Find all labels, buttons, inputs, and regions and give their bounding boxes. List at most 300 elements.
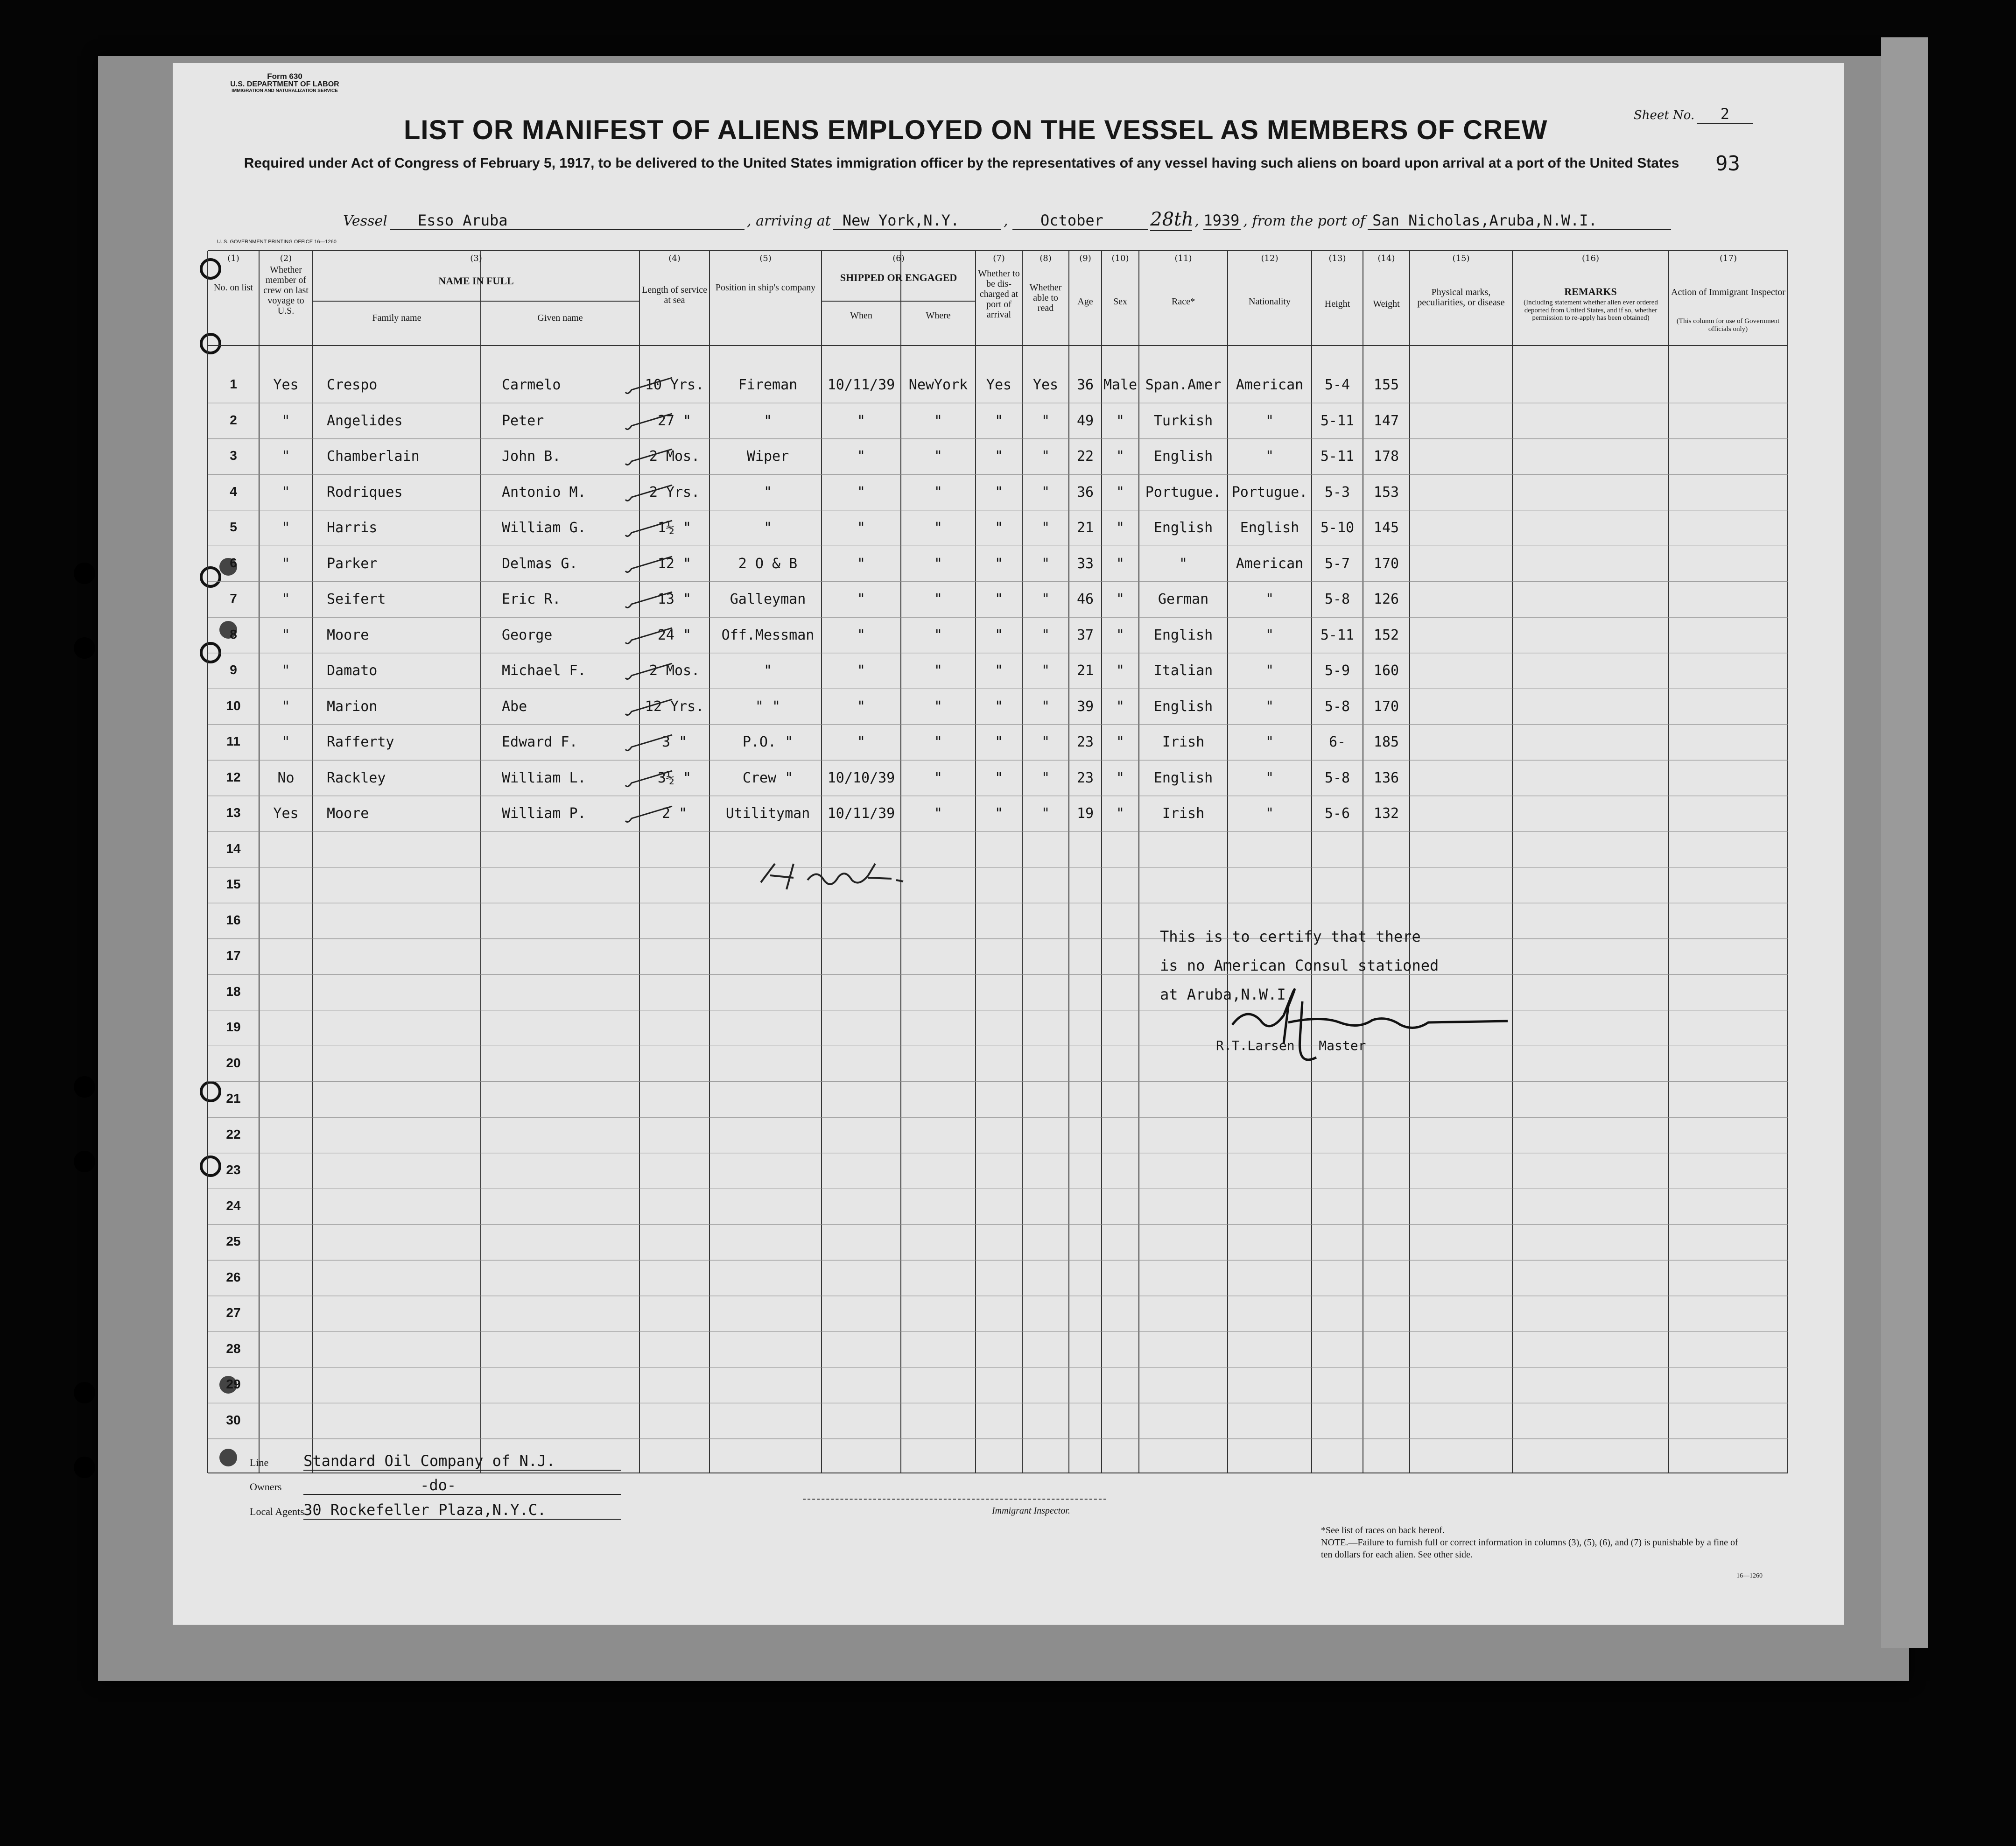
cell-prev: ": [281, 627, 290, 643]
header-height: Height: [1324, 299, 1350, 309]
cell-given: George: [502, 627, 553, 643]
cell-given: Peter: [502, 412, 544, 429]
cell-where: ": [934, 555, 943, 572]
cell-length: 3½ ": [657, 769, 692, 786]
cell-sex: ": [1116, 698, 1125, 715]
cell-weight: 126: [1373, 591, 1399, 607]
header-given-name: Given name: [537, 313, 583, 323]
header-race: Race*: [1172, 296, 1195, 307]
cell-when: 10/10/39: [827, 769, 895, 786]
owners-label: Owners: [250, 1481, 282, 1493]
cell-family: Rackley: [327, 769, 386, 786]
empty-row-number: 21: [226, 1091, 241, 1106]
cert-line-3: at Aruba,N.W.I.: [1160, 986, 1295, 1003]
cell-nationality: Portugue.: [1231, 484, 1308, 500]
empty-row-number: 26: [226, 1269, 241, 1284]
cell-disch: ": [994, 769, 1004, 786]
cell-race: English: [1153, 627, 1213, 643]
cell-sex: ": [1116, 805, 1125, 822]
cell-age: 37: [1076, 627, 1094, 643]
binder-hole: [74, 1076, 95, 1098]
binder-hole: [74, 1151, 95, 1172]
cell-when: ": [857, 698, 866, 715]
backing-sheet-edge: [1881, 37, 1928, 1648]
cell-no: 9: [230, 662, 237, 677]
cell-weight: 170: [1373, 698, 1399, 715]
empty-row-number: 16: [226, 912, 241, 927]
service: IMMIGRATION AND NATURALIZATION SERVICE: [232, 88, 338, 93]
column-number: (3): [470, 254, 482, 263]
cell-weight: 185: [1373, 734, 1399, 750]
empty-row-number: 25: [226, 1234, 241, 1248]
cell-length: 13 ": [657, 591, 692, 607]
cell-no: 11: [226, 734, 240, 748]
cell-where: ": [934, 805, 943, 822]
cell-nationality: ": [1265, 448, 1274, 465]
column-number: (13): [1328, 254, 1346, 263]
column-number: (10): [1111, 254, 1129, 263]
cell-prev: ": [281, 591, 290, 607]
column-number: (7): [993, 254, 1005, 263]
cell-age: 49: [1076, 412, 1094, 429]
cell-no: 2: [230, 412, 237, 427]
check-mark-icon: [623, 483, 674, 507]
cell-race: Portugue.: [1145, 484, 1222, 500]
cell-where: ": [934, 591, 943, 607]
cell-where: ": [934, 412, 943, 429]
cell-race: Irish: [1162, 805, 1205, 822]
cell-nationality: ": [1265, 412, 1274, 429]
cell-position: ": [763, 484, 773, 500]
cell-read: Yes: [1033, 377, 1059, 393]
footer-note-races: *See list of races on back hereof.: [1321, 1525, 1445, 1536]
cell-race: German: [1158, 591, 1209, 607]
cell-nationality: ": [1265, 591, 1274, 607]
cell-length: 2 Yrs.: [649, 484, 700, 500]
cell-race: Span.Amer: [1145, 377, 1222, 393]
cell-when: ": [857, 555, 866, 572]
cell-race: English: [1153, 698, 1213, 715]
check-mark-icon: [623, 376, 674, 399]
header-length-service: Length of service at sea: [642, 285, 707, 305]
cell-length: 2 Mos.: [649, 448, 700, 465]
cell-read: ": [1041, 591, 1050, 607]
cell-family: Seifert: [327, 591, 386, 607]
cell-given: William L.: [502, 769, 586, 786]
cell-height: 5-11: [1320, 627, 1355, 643]
empty-row-number: 23: [226, 1163, 241, 1177]
header-name-in-full: NAME IN FULL: [438, 275, 514, 287]
cell-height: 6-: [1328, 734, 1346, 750]
cell-sex: Male: [1103, 377, 1138, 393]
footer-line: [250, 1452, 621, 1471]
cell-given: Abe: [502, 698, 527, 715]
cell-disch: ": [994, 484, 1004, 500]
cell-family: Angelides: [327, 412, 403, 429]
cell-position: Off.Messman: [721, 627, 815, 643]
cell-where: ": [934, 734, 943, 750]
cell-disch: ": [994, 591, 1004, 607]
check-mark-icon: [623, 804, 674, 828]
check-mark-icon: [623, 447, 674, 471]
cell-height: 5-11: [1320, 412, 1355, 429]
vessel-name: Esso Aruba: [390, 211, 745, 230]
check-mark-icon: [623, 698, 674, 721]
column-number: (15): [1452, 254, 1470, 263]
cell-race: Turkish: [1153, 412, 1213, 429]
footer-owners: [250, 1476, 621, 1495]
cell-sex: ": [1116, 769, 1125, 786]
cell-where: ": [934, 520, 943, 536]
cell-age: 22: [1076, 448, 1094, 465]
form-number: Form 630: [267, 72, 302, 81]
cell-sex: ": [1116, 627, 1125, 643]
cell-height: 5-3: [1324, 484, 1350, 500]
cell-position: 2 O & B: [738, 555, 798, 572]
cell-age: 19: [1076, 805, 1094, 822]
handwritten-initials: [742, 854, 938, 896]
empty-row-number: 18: [226, 984, 241, 999]
cell-prev: Yes: [273, 377, 299, 393]
empty-row-number: 30: [226, 1412, 241, 1427]
cell-length: 27 ": [657, 412, 692, 429]
cell-family: Parker: [327, 555, 378, 572]
cell-family: Chamberlain: [327, 448, 420, 465]
cell-no: 6: [230, 555, 237, 570]
header-prev-voyage: Whether member of crew on last voyage to U.S.: [263, 265, 309, 316]
cell-height: 5-7: [1324, 555, 1350, 572]
empty-row-number: 17: [226, 948, 241, 963]
cell-age: 33: [1076, 555, 1094, 572]
cell-weight: 147: [1373, 412, 1399, 429]
check-mark-icon: [623, 626, 674, 649]
vessel-label: Vessel: [343, 213, 387, 229]
cell-nationality: ": [1265, 627, 1274, 643]
cell-height: 5-8: [1324, 591, 1350, 607]
cell-weight: 170: [1373, 555, 1399, 572]
cell-when: ": [857, 662, 866, 679]
cell-height: 5-11: [1320, 448, 1355, 465]
arriving-label: , arriving at: [747, 213, 831, 229]
column-number: (14): [1377, 254, 1395, 263]
footer-code: 16—1260: [1736, 1572, 1763, 1579]
cell-length: 2 Mos.: [649, 662, 700, 679]
check-mark-icon: [623, 590, 674, 613]
cell-when: ": [857, 734, 866, 750]
header-family-name: Family name: [372, 313, 421, 323]
header-age: Age: [1077, 296, 1093, 307]
cell-given: Delmas G.: [502, 555, 578, 572]
owners-value: -do-: [303, 1476, 621, 1495]
check-mark-icon: [623, 662, 674, 685]
column-number: (5): [759, 254, 772, 263]
inspector-label: Immigrant Inspector.: [992, 1506, 1070, 1516]
footer-agents: [250, 1501, 621, 1520]
cell-disch: Yes: [986, 377, 1012, 393]
column-number: (1): [227, 254, 239, 263]
cell-age: 23: [1076, 734, 1094, 750]
cell-read: ": [1041, 805, 1050, 822]
cell-sex: ": [1116, 448, 1125, 465]
cell-given: Eric R.: [502, 591, 561, 607]
cell-where: ": [934, 698, 943, 715]
header-action: Action of Immigrant Inspector: [1671, 287, 1785, 297]
cert-line-2: is no American Consul stationed: [1160, 957, 1439, 974]
cell-disch: ": [994, 662, 1004, 679]
cell-no: 8: [230, 627, 237, 641]
header-position: Position in ship's company: [715, 282, 816, 293]
cell-age: 21: [1076, 662, 1094, 679]
cell-disch: ": [994, 627, 1004, 643]
cell-race: Italian: [1153, 662, 1213, 679]
cell-given: William G.: [502, 520, 586, 536]
arrival-day: 28th: [1150, 209, 1194, 230]
cell-weight: 160: [1373, 662, 1399, 679]
cell-read: ": [1041, 520, 1050, 536]
header-remarks: REMARKS: [1564, 286, 1617, 297]
cell-given: Edward F.: [502, 734, 578, 750]
cell-where: ": [934, 627, 943, 643]
cell-when: ": [857, 591, 866, 607]
column-number: (8): [1040, 254, 1052, 263]
cell-prev: ": [281, 520, 290, 536]
cell-family: Rodriques: [327, 484, 403, 500]
signer-line: [1216, 1038, 1366, 1053]
binder-hole: [74, 1382, 95, 1403]
empty-row-number: 19: [226, 1020, 241, 1034]
empty-row-number: 20: [226, 1055, 241, 1070]
cell-prev: ": [281, 734, 290, 750]
cell-disch: ": [994, 734, 1004, 750]
cell-race: English: [1153, 448, 1213, 465]
cell-weight: 153: [1373, 484, 1399, 500]
empty-row-number: 15: [226, 877, 241, 891]
cell-given: Antonio M.: [502, 484, 586, 500]
cell-position: ": [763, 412, 773, 429]
manifest-sheet: [173, 63, 1844, 1625]
cell-age: 36: [1076, 484, 1094, 500]
column-number: (16): [1582, 254, 1599, 263]
column-number: (11): [1174, 254, 1192, 263]
cell-sex: ": [1116, 662, 1125, 679]
cell-where: ": [934, 662, 943, 679]
cell-nationality: ": [1265, 662, 1274, 679]
cell-position: Utilityman: [725, 805, 810, 822]
signer-title: Master: [1319, 1038, 1366, 1053]
cell-sex: ": [1116, 555, 1125, 572]
arriving-at: New York,N.Y.: [833, 211, 1001, 230]
cell-when: 10/11/39: [827, 377, 895, 393]
cell-position: Galleyman: [730, 591, 806, 607]
column-number: (9): [1079, 254, 1091, 263]
cell-read: ": [1041, 734, 1050, 750]
cell-where: ": [934, 448, 943, 465]
inspector-line: [803, 1499, 1106, 1500]
cell-no: 13: [226, 805, 241, 820]
cell-race: ": [1179, 555, 1188, 572]
cell-no: 12: [226, 769, 241, 784]
cell-nationality: ": [1265, 698, 1274, 715]
cell-sex: ": [1116, 734, 1125, 750]
cell-family: Marion: [327, 698, 378, 715]
cell-age: 21: [1076, 520, 1094, 536]
cell-disch: ": [994, 448, 1004, 465]
cell-nationality: American: [1236, 377, 1304, 393]
cell-length: 2 ": [661, 805, 688, 822]
cell-no: 3: [230, 448, 237, 463]
cell-where: ": [934, 484, 943, 500]
header-able-read: Whether able to read: [1029, 282, 1062, 313]
line-value: Standard Oil Company of N.J.: [303, 1452, 621, 1471]
cell-height: 5-10: [1320, 520, 1355, 536]
cell-age: 39: [1076, 698, 1094, 715]
binder-hole: [74, 1457, 95, 1478]
cell-weight: 152: [1373, 627, 1399, 643]
cell-when: ": [857, 412, 866, 429]
binder-hole: [74, 563, 95, 584]
header-remarks-note: (Including statement whether alien ever ordered deported from United States, and if so, whether permission to re-apply has been obtained): [1524, 299, 1658, 322]
cell-no: 4: [230, 484, 237, 499]
page-title: LIST OR MANIFEST OF ALIENS EMPLOYED ON THE VESSEL AS MEMBERS OF CREW: [404, 115, 1548, 145]
empty-row-number: 28: [226, 1341, 241, 1356]
department: U.S. DEPARTMENT OF LABOR: [230, 80, 339, 88]
cell-disch: ": [994, 520, 1004, 536]
cell-position: " ": [755, 698, 781, 715]
cell-no: 5: [230, 520, 237, 534]
cell-disch: ": [994, 698, 1004, 715]
cell-read: ": [1041, 555, 1050, 572]
cell-given: William P.: [502, 805, 586, 822]
cell-race: English: [1153, 769, 1213, 786]
empty-row-number: 24: [226, 1198, 241, 1213]
voyage-line: Vessel Esso Aruba , arriving at New York,N.Y. , October 28th , 1939 , from the port of San Nicholas,Aruba,N.W.I.: [343, 209, 1671, 231]
cert-line-1: This is to certify that there: [1160, 928, 1421, 945]
empty-row-number: 22: [226, 1127, 241, 1141]
cell-no: 10: [226, 698, 241, 713]
binder-hole: [74, 637, 95, 659]
header-shipped: SHIPPED OR ENGAGED: [840, 272, 957, 283]
header-sex: Sex: [1113, 296, 1127, 307]
cell-length: 10 Yrs.: [645, 377, 704, 393]
cell-read: ": [1041, 662, 1050, 679]
cell-no: 7: [230, 591, 237, 606]
check-mark-icon: [623, 769, 674, 792]
cell-given: Michael F.: [502, 662, 586, 679]
cell-read: ": [1041, 698, 1050, 715]
cell-prev: ": [281, 484, 290, 500]
cell-given: John B.: [502, 448, 561, 465]
cell-position: Wiper: [746, 448, 789, 465]
cell-sex: ": [1116, 591, 1125, 607]
cell-weight: 155: [1373, 377, 1399, 393]
header-discharged: Whether to be dis-charged at port of arrival: [978, 268, 1020, 320]
cell-read: ": [1041, 769, 1050, 786]
header-no-on-list: No. on list: [214, 282, 253, 293]
cell-height: 5-4: [1324, 377, 1350, 393]
cell-prev: ": [281, 555, 290, 572]
sheet-label: Sheet No.: [1634, 108, 1695, 122]
header-weight: Weight: [1373, 299, 1400, 309]
cell-age: 36: [1076, 377, 1094, 393]
cell-prev: No: [277, 769, 295, 786]
cell-when: ": [857, 520, 866, 536]
cell-read: ": [1041, 484, 1050, 500]
line-label: Line: [250, 1457, 269, 1468]
cell-position: ": [763, 520, 773, 536]
printing-office: U. S. GOVERNMENT PRINTING OFFICE 16—1260: [217, 239, 337, 245]
cell-position: Fireman: [738, 377, 798, 393]
cell-family: Damato: [327, 662, 378, 679]
check-mark-icon: [623, 519, 674, 542]
cell-given: Carmelo: [502, 377, 561, 393]
column-number: (17): [1720, 254, 1737, 263]
empty-row-number: 14: [226, 841, 241, 856]
column-number: (6): [892, 254, 905, 263]
cell-when: ": [857, 627, 866, 643]
header-nationality: Nationality: [1249, 296, 1291, 307]
cell-where: NewYork: [908, 377, 968, 393]
cell-position: ": [763, 662, 773, 679]
cell-length: 12 ": [657, 555, 692, 572]
header-action-note: (This column for use of Government officials only): [1676, 317, 1780, 333]
cell-prev: ": [281, 698, 290, 715]
cell-when: 10/11/39: [827, 805, 895, 822]
header-where: Where: [926, 310, 951, 321]
cell-when: ": [857, 484, 866, 500]
cell-height: 5-8: [1324, 698, 1350, 715]
cell-disch: ": [994, 805, 1004, 822]
cell-position: P.O. ": [742, 734, 794, 750]
cell-weight: 145: [1373, 520, 1399, 536]
page-subtitle: Required under Act of Congress of February 5, 1917, to be delivered to the United States immigration officer by the representatives of any vessel having such aliens on board upon arrival at a port of the United States: [244, 155, 1679, 171]
check-mark-icon: [623, 555, 674, 578]
column-number: (4): [668, 254, 681, 263]
cell-family: Harris: [327, 520, 378, 536]
cell-read: ": [1041, 448, 1050, 465]
cell-read: ": [1041, 412, 1050, 429]
check-mark-icon: [623, 412, 674, 435]
from-port: San Nicholas,Aruba,N.W.I.: [1368, 211, 1671, 230]
empty-row-number: 29: [226, 1377, 241, 1391]
cell-prev: ": [281, 412, 290, 429]
arrival-year: 1939: [1203, 211, 1241, 230]
cell-weight: 136: [1373, 769, 1399, 786]
cell-length: 3 ": [661, 734, 688, 750]
cell-sex: ": [1116, 484, 1125, 500]
page-number: 93: [1715, 152, 1740, 176]
cell-race: English: [1153, 520, 1213, 536]
header-physical: Physical marks, peculiarities, or disease: [1417, 287, 1505, 308]
empty-row-number: 27: [226, 1305, 241, 1320]
cell-when: ": [857, 448, 866, 465]
cell-height: 5-9: [1324, 662, 1350, 679]
cell-family: Moore: [327, 805, 369, 822]
cell-weight: 132: [1373, 805, 1399, 822]
cell-height: 5-8: [1324, 769, 1350, 786]
sheet-value: 2: [1697, 105, 1753, 124]
cell-height: 5-6: [1324, 805, 1350, 822]
cell-nationality: ": [1265, 734, 1274, 750]
cell-prev: ": [281, 448, 290, 465]
cell-family: Rafferty: [327, 734, 394, 750]
cell-where: ": [934, 769, 943, 786]
cell-family: Moore: [327, 627, 369, 643]
header-when: When: [850, 310, 872, 321]
cell-position: Crew ": [742, 769, 794, 786]
from-label: , from the port of: [1243, 213, 1365, 229]
check-mark-icon: [623, 733, 674, 756]
cell-read: ": [1041, 627, 1050, 643]
